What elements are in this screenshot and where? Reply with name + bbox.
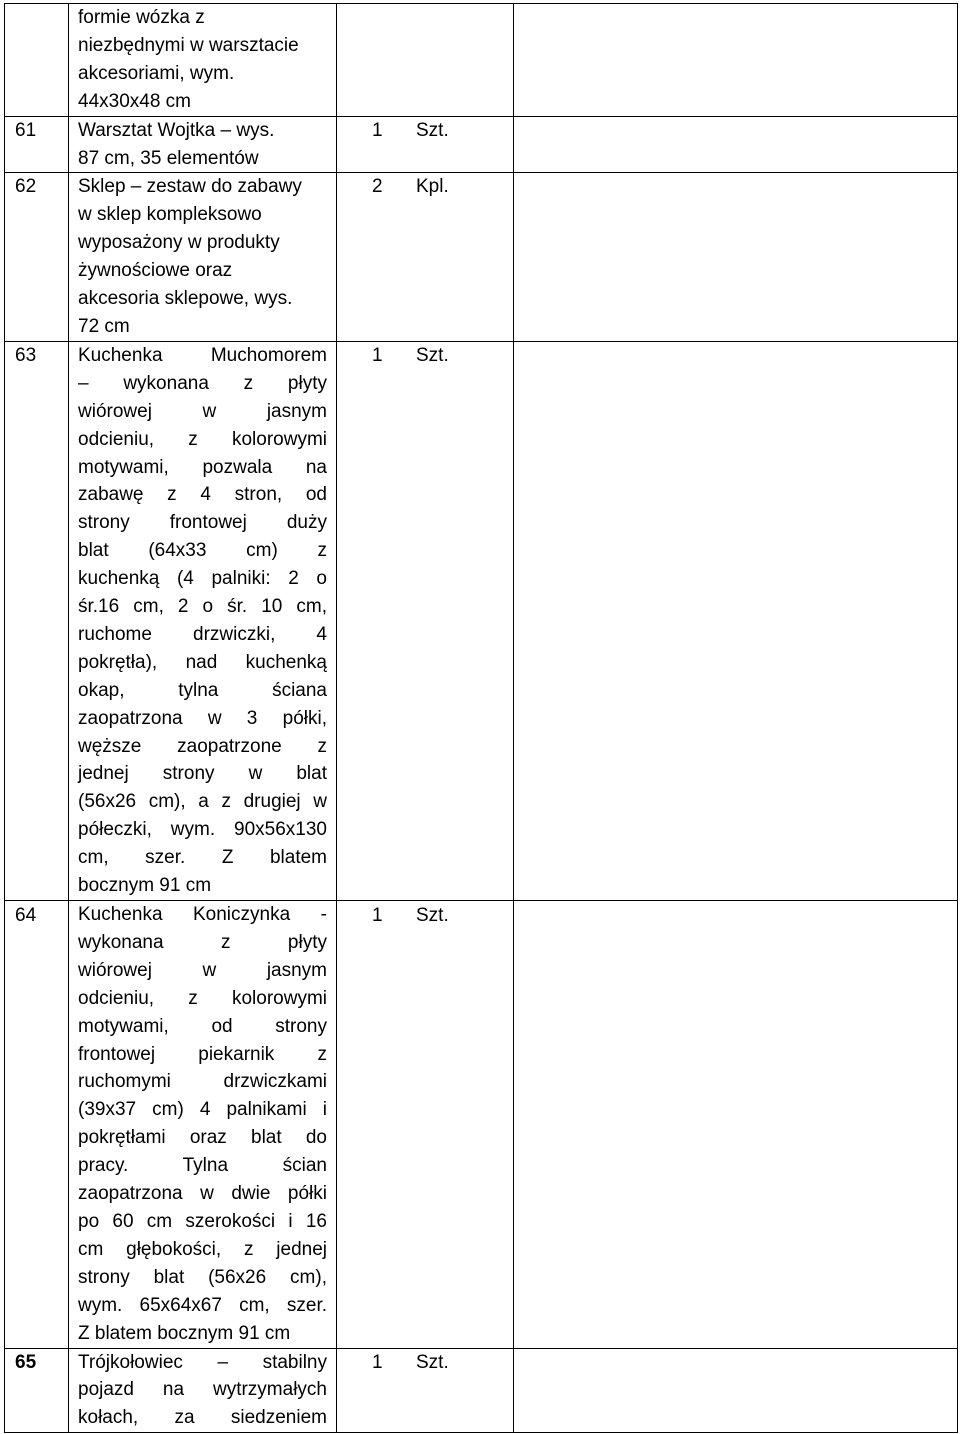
item-quantity (337, 4, 514, 117)
item-description (69, 173, 337, 341)
description-line: cm, szer. Z blatem (78, 847, 327, 869)
table-row (5, 4, 958, 117)
item-description (69, 901, 337, 1349)
item-description (69, 341, 337, 900)
description-line: ruchome drzwiczki, 4 (78, 623, 327, 645)
description-line: Kuchenka Muchomorem (78, 344, 327, 366)
description-line: (39x37 cm) 4 palnikami i (78, 1099, 327, 1121)
description-line: jednej strony w blat (78, 763, 327, 785)
quantity-unit: Szt. (416, 119, 449, 141)
description-line: pojazd na wytrzymałych (78, 1379, 327, 1401)
description-line: okap, tylna ściana (78, 679, 327, 701)
description-line: cm głębokości, z jednej (78, 1238, 327, 1260)
description-line: Sklep – zestaw do zabawy (78, 176, 302, 198)
table-row (5, 1348, 958, 1433)
empty-cell (514, 1348, 958, 1433)
description-line: Warsztat Wojtka – wys. (78, 119, 275, 141)
description-line: żywnościowe oraz (78, 260, 233, 282)
description-line: (56x26 cm), a z drugiej w (78, 791, 327, 813)
item-number: 61 (5, 116, 69, 173)
quantity-unit: Kpl. (416, 176, 449, 198)
items-table (4, 3, 958, 1433)
description-line: śr.16 cm, 2 o śr. 10 cm, (78, 596, 327, 618)
description-line: Kuchenka Koniczynka - (78, 904, 327, 925)
item-quantity (337, 1348, 514, 1433)
description-line: wiórowej w jasnym (78, 959, 327, 981)
quantity-value: 1 (372, 1351, 383, 1373)
description-line: wiórowej w jasnym (78, 400, 327, 422)
description-line: kołach, za siedzeniem (78, 1407, 327, 1429)
table-row (5, 116, 958, 173)
item-number (5, 4, 69, 117)
items-table-body (5, 4, 958, 1433)
description-line: 44x30x48 cm (78, 90, 192, 112)
description-line: – wykonana z płyty (78, 372, 327, 394)
item-quantity (337, 116, 514, 173)
description-line: motywami, od strony (78, 1015, 327, 1037)
item-description (69, 4, 337, 117)
item-number: 65 (5, 1348, 69, 1433)
description-line: 72 cm (78, 315, 130, 337)
description-line: kuchenką (4 palniki: 2 o (78, 568, 327, 590)
item-number: 63 (5, 341, 69, 900)
description-line: zabawę z 4 stron, od (78, 484, 327, 506)
empty-cell (514, 173, 958, 341)
description-line: ruchomymi drzwiczkami (78, 1071, 327, 1093)
empty-cell (514, 4, 958, 117)
item-quantity (337, 341, 514, 900)
description-line: pokrętła), nad kuchenką (78, 651, 327, 673)
description-line: akcesoria sklepowe, wys. (78, 288, 293, 310)
description-line: motywami, pozwala na (78, 456, 327, 478)
quantity-value: 1 (372, 905, 383, 926)
description-line: zaopatrzona w dwie półki (78, 1183, 327, 1205)
table-row (5, 901, 958, 1349)
quantity-value: 1 (372, 119, 383, 141)
description-line: 87 cm, 35 elementów (78, 147, 259, 169)
description-line: pokrętłami oraz blat do (78, 1127, 327, 1149)
description-line: akcesoriami, wym. (78, 62, 235, 84)
description-line: wyposażony w produkty (78, 232, 280, 254)
quantity-unit: Szt. (416, 905, 449, 926)
empty-cell (514, 116, 958, 173)
item-description (69, 116, 337, 173)
description-line: bocznym 91 cm (78, 875, 212, 897)
description-line: Z blatem bocznym 91 cm (78, 1322, 291, 1344)
description-line: wym. 65x64x67 cm, szer. (78, 1294, 327, 1316)
quantity-value: 2 (372, 176, 383, 198)
description-line: strony frontowej duży (78, 512, 327, 534)
description-line: Trójkołowiec – stabilny (78, 1351, 327, 1373)
description-line: strony blat (56x26 cm), (78, 1266, 327, 1288)
description-line: formie wózka z (78, 7, 205, 28)
item-number: 62 (5, 173, 69, 341)
item-quantity (337, 173, 514, 341)
quantity-unit: Szt. (416, 344, 449, 366)
table-row (5, 341, 958, 900)
description-line: pracy. Tylna ścian (78, 1155, 327, 1177)
description-line: węższe zaopatrzone z (78, 735, 327, 757)
empty-cell (514, 901, 958, 1349)
description-line: niezbędnymi w warsztacie (78, 34, 299, 56)
description-line: półeczki, wym. 90x56x130 (78, 819, 327, 841)
description-line: odcieniu, z kolorowymi (78, 987, 327, 1009)
quantity-value: 1 (372, 344, 383, 366)
description-line: w sklep kompleksowo (78, 204, 262, 226)
empty-cell (514, 341, 958, 900)
item-number: 64 (5, 901, 69, 1349)
description-line: odcieniu, z kolorowymi (78, 428, 327, 450)
table-row (5, 173, 958, 341)
description-line: wykonana z płyty (78, 931, 327, 953)
quantity-unit: Szt. (416, 1351, 449, 1373)
description-line: blat (64x33 cm) z (78, 540, 327, 562)
description-line: frontowej piekarnik z (78, 1043, 327, 1065)
item-description (69, 1348, 337, 1433)
description-line: zaopatrzona w 3 półki, (78, 707, 327, 729)
item-quantity (337, 901, 514, 1349)
description-line: po 60 cm szerokości i 16 (78, 1210, 327, 1232)
